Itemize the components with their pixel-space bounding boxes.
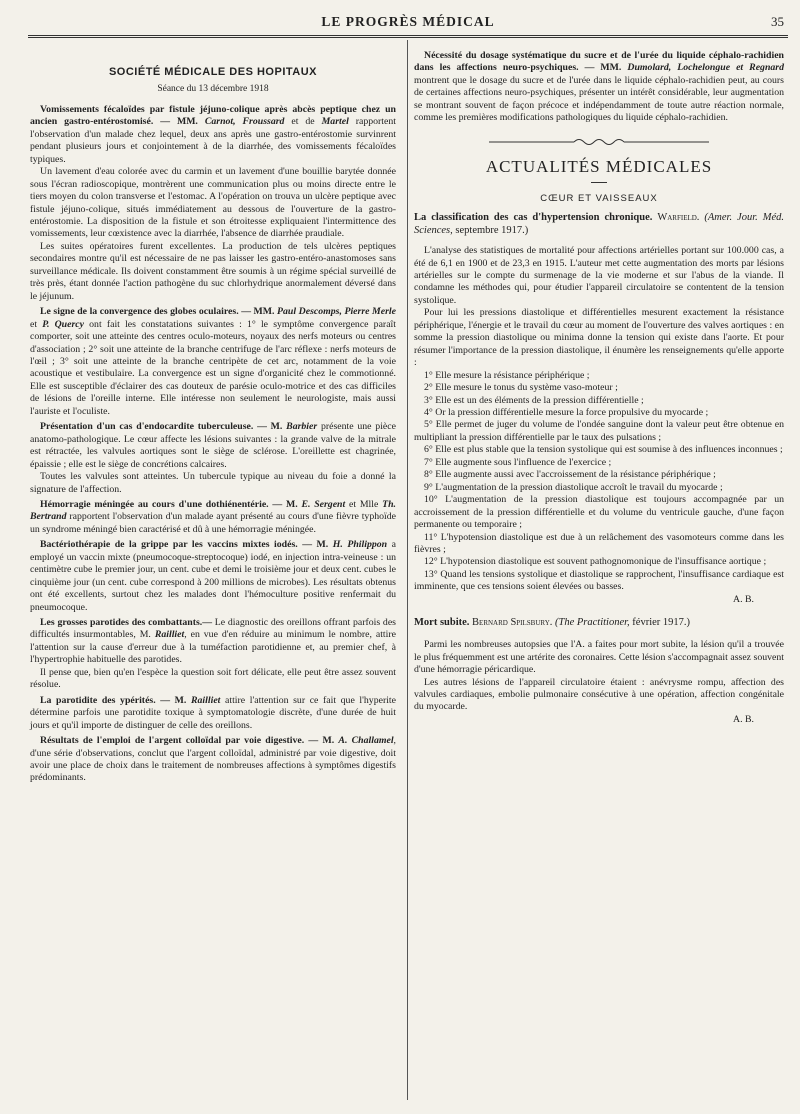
article: Vomissements fécaloïdes par fistule jéjuno-colique après abcès peptique chez un ancien gastro-entérostomisé. — MM. Carnot, Froussard et de Martel rapportent l'observation d'un malade chez lequel, deux ans après une gastro-entérostomie survinrent pendant plusieurs jours et conjointement à de la diarrhée, des vomissements fécaloïdes typiques. xyxy=(30,103,396,165)
list-item: 1° Elle mesure la résistance périphérique ; xyxy=(424,369,590,381)
list-item: 3° Elle est un des éléments de la pression différentielle ; xyxy=(424,394,644,406)
header-rule xyxy=(28,35,788,38)
article: Bactériothérapie de la grippe par les vaccins mixtes iodés. — M. H. Philippon a employé un vaccin mixte (pneumocoque-streptocoque) iodé, en injection intra-veineuse : un centimètre cube le premier jour, un cent. cube et demi le troisième jour et deux cent. cubes le cinquième jour (un cent. cube correspond à 200 millions de microbes). Les résultats obtenus ont été excellents, surtout chez les malades dont l'hémoculture positive renfermait du pneumocoque. xyxy=(30,539,397,613)
article-heading: La classification des cas d'hypertension chronique. Warfield. (Amer. Jour. Méd. Sciences, septembre 1917.) xyxy=(414,212,784,237)
article: Nécessité du dosage systématique du sucre et de l'urée du liquide céphalo-rachidien dans les affections neuro-psychiques. — MM. Dumolard, Lochelongue et Regnard montrent que le dosage du sucre et de l'urée dans le liquide céphalo-rachidien peut, au cours de certaines affections neuro-psychiques, présenter un intérêt considérable, leur augmentation se montrant souvent de façon précoce et indépendamment de toute autre réaction normale, comme les premières modifications pathologiques du liquide céphalo-rachidien. xyxy=(414,50,784,124)
list-item: 9° L'augmentation de la pression diastolique accroît le travail du myocarde ; xyxy=(424,481,723,493)
page-header xyxy=(28,8,788,38)
list-item: 5° Elle permet de juger du volume de l'ondée sanguine dont la valeur peut être obtenue en multipliant la pression différentielle par le taux des pulsations ; xyxy=(414,419,784,443)
article: Hémorragie méningée au cours d'une dothiénentérie. — M. E. Sergent et Mlle Th. Bertrand rapportent l'observation d'un malade ayant présenté au cours d'une fièvre typhoïde un syndrome méningé bien caractérisé et dû à une hémorragie méningée. xyxy=(30,498,397,535)
paragraph: L'analyse des statistiques de mortalité pour affections artérielles portant sur 100.000 cas, a été de 6,1 en 1900 et de 23,3 en 1915. L'auteur met cette augmentation des morts par lésions artérielles sur le compte du surmenage de la vie moderne et sur l'abus de la viande. Il condamne les méthodes qui, pour étudier l'appareil circulatoire se contentent de la tension systolique. xyxy=(414,245,784,306)
signature: A. B. xyxy=(733,713,754,725)
journal-title: LE PROGRÈS MÉDICAL xyxy=(321,14,495,29)
list-item: 6° Elle est plus stable que la tension systolique qui est soumise à des influences inconnues ; xyxy=(424,444,783,456)
paragraph: Toutes les valvules sont atteintes. Un tubercule typique au niveau du foie a donné la signature de l'affection. xyxy=(30,471,396,495)
paragraph: Pour lui les pressions diastolique et différentielles mesurent exactement la résistance périphérique, l'énergie et le travail du cœur au moment de l'ouverture des valves aortiques : en somme la pression diastolique ou minima donne la tension qui existe dans l'aorte. Et pour résumer l'importance de la pression diastolique, il énumère les renseignements qu'elle apporte : xyxy=(414,307,784,369)
ornament-divider xyxy=(414,137,784,151)
section-date: Séance du 13 décembre 1918 xyxy=(157,84,269,95)
list-item: 10° L'augmentation de la pression diastolique est toujours accompagnée par un accroissement de la pression différentielle et du volume du ventricule gauche, d'une façon permanente ou temporaire ; xyxy=(414,494,784,531)
paragraph: Un lavement d'eau colorée avec du carmin et un lavement d'une bouillie barytée donnée sous l'écran radioscopique, montrèrent une communication plus ou moins directe entre le tiers moyen du colon transverse et l'estomac. A l'opération on trouva un ulcère peptique avec fistule jéjuno-colique, situés immédiatement au dessous de l'ouverture de la gastro-entérostomie. La disposition de la fistule et son étroitesse expliquaient l'intermittence des vomissements, leur cœxistence avec la diarrhée, l'absence de diarrhée praudiale. xyxy=(30,166,396,240)
subsection-title: CŒUR ET VAISSEAUX xyxy=(540,192,658,204)
list-item: 13° Quand les tensions systolique et diastolique se rapprochent, l'insuffisance cardiaque est imminente, que ces tensions soient élevées ou basses. xyxy=(414,568,784,593)
article: Les grosses parotides des combattants.— Le diagnostic des oreillons offrant parfois des difficultés insurmontables, M. Railliet, en vue d'en réduire au minimum le nombre, attire l'attention sur la cause d'erreur due à la tuméfaction parotidienne et, au premier chef, à l'hypertrophie habituelle des parotides. xyxy=(30,617,396,666)
signature: A. B. xyxy=(733,593,754,605)
list-item: 4° Or la pression différentielle mesure la force propulsive du myocarde ; xyxy=(424,406,709,418)
article-heading: Mort subite. Bernard Spilsbury. (The Practitioner, février 1917.) xyxy=(414,617,691,629)
article: Résultats de l'emploi de l'argent colloïdal par voie digestive. — M. A. Challamel, d'une série d'observations, conclut que l'argent colloïdal, administré par voie digestive, doit avoir une place de choix dans le traitement de nombreuses affections à symptômes digestifs prédominants. xyxy=(30,735,396,784)
paragraph: Les suites opératoires furent excellentes. La production de tels ulcères peptiques secondaires montre qu'il est nécessaire de ne pas laisser les gastro-entéro-anastomoses sans surveillance médicale. Ils doivent constamment être soumis à un régime spécial surveillé de très près, étant donnée l'action pathogène du suc chlorhydrique anormalement déversé dans le jéjunum. xyxy=(30,240,396,302)
ornament-icon xyxy=(489,137,709,147)
list-item: 12° L'hypotension diastolique est souvent pathognomonique de l'insuffisance aortique ; xyxy=(424,556,767,568)
section-title: SOCIÉTÉ MÉDICALE DES HOPITAUX xyxy=(108,66,318,78)
list-item: 8° Elle augmente aussi avec l'accroissement de la résistance périphérique ; xyxy=(424,469,716,481)
section-title: ACTUALITÉS MÉDICALES xyxy=(485,157,713,177)
article: Le signe de la convergence des globes oculaires. — MM. Paul Descomps, Pierre Merle et P. Quercy ont fait les constatations suivantes : 1° le symptôme convergence paraît comporter, soit une atteinte des centres oculo-moteurs, noyaux des nerfs moteurs ou centres d'association ; 2° soit une atteinte de la branche centrifuge de l'arc réflexe : nerfs moteurs de l'œil ; 3° soit une atteinte de la branche centripète de cet arc, notamment de la voie acoustique et vestibulaire. La convergence est un signe d'organicité chez le commotionné. Elle est susceptible d'éclairer des cas douteux de parésie oculo-motrice et des cas difficiles de lésions de l'oreille interne. Elle intéresse non seulement le neurologiste, mais aussi l'auriste et l'oculiste. xyxy=(30,306,396,417)
paragraph: Les autres lésions de l'appareil circulatoire étaient : anévrysme rompu, affection des valvules cardiaques, embolie pulmonaire consécutive à une opération, affection congénitale du myocarde. xyxy=(414,676,784,713)
article: Présentation d'un cas d'endocardite tuberculeuse. — M. Barbier présente une pièce anatomo-pathologique. Le cœur affecte les lésions suivantes : la grande valve de la mitrale est rétractée, les valvules aortiques sont le siège de sclérose. L'oreillette est chagrinée, épaissie ; elle est le siège de concrétions calcaires. xyxy=(30,421,396,470)
title-dash xyxy=(591,182,607,183)
page-number: 35 xyxy=(771,14,784,29)
right-column xyxy=(414,44,784,726)
list-item: 11° L'hypotension diastolique est due à un relâchement des vasomoteurs comme dans les fièvres ; xyxy=(414,531,784,555)
paragraph: Il pense que, bien qu'en l'espèce la question soit fort délicate, elle peut être assez souvent résolue. xyxy=(30,666,396,691)
column-divider xyxy=(407,40,408,1100)
left-column xyxy=(30,44,396,785)
list-item: 7° Elle augmente sous l'influence de l'exercice ; xyxy=(424,456,612,468)
article: La parotidite des ypérités. — M. Railliet attire l'attention sur ce fait que l'hyperite détermine parfois une parotidite toxique à symptomatologie discrète, d'une durée de huit jours et qu'il importe de distinguer de celle des oreillons. xyxy=(30,694,396,731)
list-item: 2° Elle mesure le tonus du système vaso-moteur ; xyxy=(424,382,618,394)
paragraph: Parmi les nombreuses autopsies que l'A. a faites pour mort subite, la lésion qu'il a trouvée le plus fréquemment est une artérite des coronaires. Cette lésion s'accompagnait assez souvent d'une hémorragie péricardique. xyxy=(414,639,784,676)
